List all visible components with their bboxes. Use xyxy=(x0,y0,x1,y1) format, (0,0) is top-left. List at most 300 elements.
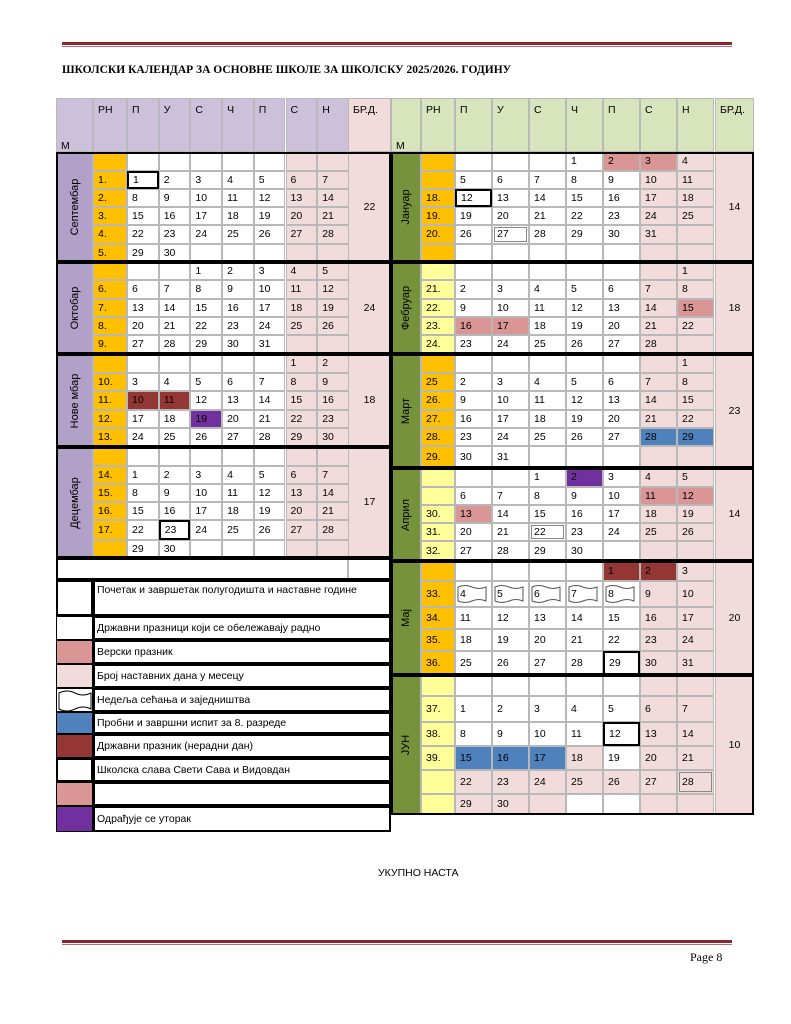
left-day-cell: 14 xyxy=(159,299,191,317)
right-day-cell: 23 xyxy=(640,629,677,651)
right-day-cell: 25 xyxy=(529,428,566,446)
right-month-label: ЈУН xyxy=(400,734,412,756)
right-week-number: 37. xyxy=(421,696,455,722)
right-day-cell: 20 xyxy=(603,317,640,335)
right-month-label: Јануар xyxy=(400,189,412,225)
right-day-cell: 19 xyxy=(492,629,529,651)
left-day-cell: 1 xyxy=(127,466,159,484)
right-day-cell: 5 xyxy=(566,280,603,299)
right-day-cell: 26 xyxy=(603,770,640,794)
left-day-cell: 31 xyxy=(254,335,286,354)
right-week-number: 19. xyxy=(421,207,455,225)
month-total-value: 24 xyxy=(363,301,376,314)
legend-swatch xyxy=(56,758,93,782)
right-day-cell xyxy=(677,446,714,468)
legend-text: Недеља сећања и заједништва xyxy=(97,694,251,706)
right-header-day: С xyxy=(640,98,677,152)
left-day-cell: 12 xyxy=(190,391,222,410)
right-header-m: М xyxy=(391,98,421,152)
bottom-rule xyxy=(62,940,732,943)
left-day-cell: 23 xyxy=(159,520,191,540)
legend-frame xyxy=(93,782,391,806)
total-row-label xyxy=(56,558,348,580)
right-day-cell: 19 xyxy=(677,505,714,523)
left-header-day: Н xyxy=(317,98,349,152)
right-day-cell: 6 xyxy=(640,696,677,722)
right-day-cell: 3 xyxy=(492,373,529,391)
right-day-cell xyxy=(566,262,603,280)
right-day-cell: 17 xyxy=(529,746,566,770)
left-day-cell: 15 xyxy=(286,391,318,410)
right-week-number xyxy=(421,487,455,505)
left-day-cell xyxy=(159,152,191,171)
right-week-number: 29. xyxy=(421,446,455,468)
right-day-cell xyxy=(677,541,714,561)
right-day-cell: 1 xyxy=(455,696,492,722)
left-day-cell: 4 xyxy=(286,262,318,280)
right-day-cell: 5 xyxy=(566,373,603,391)
legend-swatch xyxy=(56,712,93,734)
right-day-cell xyxy=(566,244,603,262)
right-day-cell xyxy=(566,675,603,696)
month-total-value: 20 xyxy=(728,611,741,624)
right-day-cell xyxy=(640,262,677,280)
right-day-cell: 6 xyxy=(603,280,640,299)
left-day-cell: 24 xyxy=(190,520,222,540)
month-total-value: 18 xyxy=(363,394,376,407)
right-day-cell: 25 xyxy=(529,335,566,354)
left-day-cell: 5 xyxy=(317,262,349,280)
month-total-value: 22 xyxy=(363,200,376,213)
left-day-cell: 7 xyxy=(254,373,286,391)
right-day-cell: 31 xyxy=(492,446,529,468)
left-day-cell: 29 xyxy=(286,428,318,447)
left-day-cell: 13 xyxy=(127,299,159,317)
right-day-cell: 11 xyxy=(529,299,566,317)
right-day-cell: 6 xyxy=(492,171,529,189)
right-day-cell: 21 xyxy=(492,523,529,541)
right-day-cell: 17 xyxy=(492,317,529,335)
right-day-cell xyxy=(603,354,640,373)
right-day-cell: 20 xyxy=(640,746,677,770)
right-day-cell: 6 xyxy=(529,581,566,607)
right-day-cell: 2 xyxy=(566,468,603,487)
month-total-value: 23 xyxy=(728,404,741,417)
right-day-cell: 23 xyxy=(455,335,492,354)
left-day-cell: 1 xyxy=(286,354,318,373)
left-day-cell: 11 xyxy=(222,189,254,207)
right-day-cell xyxy=(492,468,529,487)
right-day-cell xyxy=(677,225,714,244)
left-day-cell: 6 xyxy=(127,280,159,299)
right-day-cell xyxy=(492,561,529,581)
right-day-cell: 22 xyxy=(603,629,640,651)
left-day-cell: 8 xyxy=(127,189,159,207)
left-day-cell xyxy=(317,152,349,171)
left-week-number: 4. xyxy=(93,225,127,244)
left-day-cell: 20 xyxy=(286,207,318,225)
left-day-cell: 23 xyxy=(222,317,254,335)
right-day-cell xyxy=(603,446,640,468)
right-day-cell: 2 xyxy=(455,373,492,391)
flag-icon xyxy=(568,584,598,609)
right-day-cell xyxy=(492,262,529,280)
right-week-number xyxy=(421,770,455,794)
right-day-cell: 29 xyxy=(455,794,492,815)
left-day-cell: 1 xyxy=(190,262,222,280)
left-week-number: 2. xyxy=(93,189,127,207)
left-day-cell: 22 xyxy=(286,410,318,428)
left-day-cell: 3 xyxy=(190,171,222,189)
right-day-cell: 12 xyxy=(566,299,603,317)
left-day-cell xyxy=(190,447,222,466)
right-week-number: 24. xyxy=(421,335,455,354)
left-day-cell xyxy=(254,152,286,171)
left-day-cell: 2 xyxy=(317,354,349,373)
left-day-cell: 18 xyxy=(222,207,254,225)
right-day-cell: 12 xyxy=(677,487,714,505)
left-day-cell: 16 xyxy=(159,207,191,225)
right-week-number: 39. xyxy=(421,746,455,770)
left-day-cell: 7 xyxy=(317,171,349,189)
left-week-number: 16. xyxy=(93,502,127,520)
right-day-cell: 14 xyxy=(492,505,529,523)
left-day-cell: 10 xyxy=(190,484,222,502)
left-day-cell: 10 xyxy=(190,189,222,207)
left-day-cell: 13 xyxy=(222,391,254,410)
right-day-cell: 2 xyxy=(603,152,640,171)
right-day-cell: 10 xyxy=(529,722,566,746)
left-day-cell xyxy=(286,447,318,466)
left-week-number: 14. xyxy=(93,466,127,484)
right-day-cell: 12 xyxy=(492,607,529,629)
left-day-cell: 28 xyxy=(317,225,349,244)
right-day-cell: 15 xyxy=(566,189,603,207)
left-week-number: 17. xyxy=(93,520,127,540)
right-week-number: 26. xyxy=(421,391,455,410)
left-week-number: 15. xyxy=(93,484,127,502)
left-day-cell: 12 xyxy=(317,280,349,299)
right-day-cell: 15 xyxy=(603,607,640,629)
right-day-cell: 5 xyxy=(603,696,640,722)
right-day-cell: 23 xyxy=(455,428,492,446)
left-week-number: 1. xyxy=(93,171,127,189)
right-day-cell: 11 xyxy=(455,607,492,629)
right-week-number: 30. xyxy=(421,505,455,523)
right-day-cell: 4 xyxy=(566,696,603,722)
left-day-cell: 12 xyxy=(254,484,286,502)
left-month-label: Нове мбар xyxy=(68,373,81,428)
right-day-cell xyxy=(640,675,677,696)
right-day-cell: 28 xyxy=(492,541,529,561)
legend-text: Државни празници који се обележавају радно xyxy=(97,622,321,634)
right-month-label: Април xyxy=(400,498,412,531)
right-day-cell: 26 xyxy=(455,225,492,244)
right-day-cell: 4 xyxy=(455,581,492,607)
left-week-number xyxy=(93,354,127,373)
right-day-cell xyxy=(455,152,492,171)
left-week-number: 5. xyxy=(93,244,127,262)
right-day-cell: 13 xyxy=(603,299,640,317)
right-month-total xyxy=(715,354,754,468)
left-day-cell xyxy=(286,540,318,558)
right-day-cell: 11 xyxy=(677,171,714,189)
right-day-cell: 27 xyxy=(603,428,640,446)
left-header-day: С xyxy=(190,98,222,152)
right-day-cell: 8 xyxy=(455,722,492,746)
right-day-cell: 6 xyxy=(455,487,492,505)
left-day-cell xyxy=(190,540,222,558)
right-day-cell: 27 xyxy=(455,541,492,561)
right-day-cell: 15 xyxy=(677,391,714,410)
right-day-cell: 20 xyxy=(603,410,640,428)
left-day-cell: 4 xyxy=(222,171,254,189)
flag-icon xyxy=(605,584,635,609)
right-day-cell xyxy=(566,446,603,468)
right-day-cell: 15 xyxy=(677,299,714,317)
left-day-cell: 26 xyxy=(317,317,349,335)
right-day-cell: 24 xyxy=(492,428,529,446)
right-day-cell: 29 xyxy=(566,225,603,244)
right-day-cell: 4 xyxy=(529,280,566,299)
right-day-cell: 1 xyxy=(603,561,640,581)
right-day-cell xyxy=(566,794,603,815)
left-day-cell: 11 xyxy=(222,484,254,502)
flag-icon xyxy=(57,689,94,713)
right-day-cell: 3 xyxy=(492,280,529,299)
left-day-cell: 27 xyxy=(286,520,318,540)
top-rule xyxy=(62,42,732,45)
left-day-cell: 7 xyxy=(159,280,191,299)
legend-swatch xyxy=(56,664,93,688)
right-day-cell: 25 xyxy=(640,523,677,541)
right-day-cell xyxy=(677,335,714,354)
legend-swatch xyxy=(56,782,93,806)
right-day-cell: 1 xyxy=(566,152,603,171)
right-day-cell: 16 xyxy=(603,189,640,207)
right-day-cell: 17 xyxy=(603,505,640,523)
right-day-cell: 16 xyxy=(455,317,492,335)
right-day-cell: 24 xyxy=(677,629,714,651)
right-day-cell xyxy=(455,561,492,581)
right-week-number xyxy=(421,152,455,171)
right-week-number: 31. xyxy=(421,523,455,541)
left-week-number: 10. xyxy=(93,373,127,391)
right-day-cell: 30 xyxy=(603,225,640,244)
right-day-cell xyxy=(677,675,714,696)
left-day-cell: 24 xyxy=(190,225,222,244)
right-day-cell: 8 xyxy=(677,373,714,391)
left-day-cell: 16 xyxy=(222,299,254,317)
left-day-cell: 5 xyxy=(190,373,222,391)
left-day-cell xyxy=(317,447,349,466)
left-day-cell: 25 xyxy=(222,225,254,244)
legend-text: Школска слава Свети Сава и Видовдан xyxy=(97,764,291,776)
right-day-cell xyxy=(529,561,566,581)
left-day-cell: 21 xyxy=(254,410,286,428)
right-day-cell: 12 xyxy=(455,189,492,207)
right-day-cell: 20 xyxy=(529,629,566,651)
right-day-cell xyxy=(640,446,677,468)
left-day-cell: 21 xyxy=(159,317,191,335)
right-day-cell xyxy=(455,354,492,373)
left-day-cell: 28 xyxy=(159,335,191,354)
right-month-label: Март xyxy=(400,397,412,425)
right-day-cell xyxy=(603,675,640,696)
right-week-number xyxy=(421,468,455,487)
right-day-cell: 29 xyxy=(677,428,714,446)
left-day-cell: 3 xyxy=(127,373,159,391)
left-day-cell: 15 xyxy=(127,502,159,520)
left-day-cell: 30 xyxy=(159,540,191,558)
right-day-cell: 18 xyxy=(566,746,603,770)
left-week-number xyxy=(93,152,127,171)
right-day-cell xyxy=(529,446,566,468)
right-day-cell: 5 xyxy=(455,171,492,189)
right-day-cell: 2 xyxy=(455,280,492,299)
right-day-cell: 26 xyxy=(566,335,603,354)
right-month-total xyxy=(715,262,754,354)
left-day-cell xyxy=(286,152,318,171)
right-day-cell xyxy=(603,244,640,262)
right-day-cell xyxy=(603,262,640,280)
left-day-cell: 19 xyxy=(254,502,286,520)
right-header-day: Ч xyxy=(566,98,603,152)
right-day-cell: 30 xyxy=(566,541,603,561)
right-month-total xyxy=(715,152,754,262)
left-day-cell: 1 xyxy=(127,171,159,189)
right-day-cell: 27 xyxy=(603,335,640,354)
left-day-cell: 3 xyxy=(190,466,222,484)
right-day-cell: 11 xyxy=(529,391,566,410)
left-header-day: С xyxy=(286,98,318,152)
right-day-cell: 31 xyxy=(677,651,714,675)
right-day-cell xyxy=(603,541,640,561)
left-month-label: Децембар xyxy=(68,476,81,529)
month-total-value: 14 xyxy=(728,200,741,213)
right-day-cell: 17 xyxy=(677,607,714,629)
right-day-cell xyxy=(677,794,714,815)
right-day-cell xyxy=(603,794,640,815)
right-day-cell: 27 xyxy=(640,770,677,794)
left-day-cell xyxy=(286,335,318,354)
left-day-cell: 20 xyxy=(127,317,159,335)
right-week-number: 36. xyxy=(421,651,455,675)
right-header-br: БР.Д. xyxy=(715,98,754,152)
left-day-cell xyxy=(254,354,286,373)
right-day-cell: 9 xyxy=(455,299,492,317)
right-day-cell xyxy=(677,244,714,262)
right-day-cell: 8 xyxy=(566,171,603,189)
right-day-cell: 29 xyxy=(529,541,566,561)
left-day-cell xyxy=(317,244,349,262)
right-day-cell: 21 xyxy=(566,629,603,651)
left-day-cell: 25 xyxy=(222,520,254,540)
left-day-cell: 12 xyxy=(254,189,286,207)
left-day-cell: 5 xyxy=(254,466,286,484)
right-day-cell: 11 xyxy=(566,722,603,746)
left-day-cell: 4 xyxy=(159,373,191,391)
right-day-cell: 14 xyxy=(529,189,566,207)
left-day-cell: 27 xyxy=(222,428,254,447)
right-day-cell: 28 xyxy=(529,225,566,244)
left-day-cell xyxy=(254,244,286,262)
right-week-number xyxy=(421,794,455,815)
legend-text: Почетак и завршетак полугодишта и наставне године xyxy=(97,584,357,596)
right-day-cell: 22 xyxy=(677,410,714,428)
right-day-cell: 13 xyxy=(529,607,566,629)
left-week-number: 8. xyxy=(93,317,127,335)
right-day-cell: 12 xyxy=(603,722,640,746)
left-month-total xyxy=(348,447,391,558)
flag-icon xyxy=(457,584,487,609)
right-day-cell xyxy=(529,244,566,262)
left-day-cell: 6 xyxy=(286,171,318,189)
right-day-cell: 25 xyxy=(455,651,492,675)
right-day-cell xyxy=(455,675,492,696)
right-day-cell: 18 xyxy=(529,317,566,335)
right-day-cell: 19 xyxy=(455,207,492,225)
left-day-cell xyxy=(159,354,191,373)
left-day-cell xyxy=(159,447,191,466)
right-day-cell: 14 xyxy=(640,299,677,317)
left-day-cell: 29 xyxy=(127,540,159,558)
right-week-number: 34. xyxy=(421,607,455,629)
right-day-cell: 28 xyxy=(640,428,677,446)
right-day-cell: 26 xyxy=(677,523,714,541)
right-day-cell: 22 xyxy=(529,523,566,541)
total-row-value xyxy=(348,558,391,580)
right-day-cell xyxy=(455,244,492,262)
right-week-number: 27. xyxy=(421,410,455,428)
right-day-cell: 10 xyxy=(492,299,529,317)
left-day-cell: 4 xyxy=(222,466,254,484)
right-day-cell: 16 xyxy=(566,505,603,523)
right-day-cell: 17 xyxy=(492,410,529,428)
right-day-cell: 3 xyxy=(640,152,677,171)
left-day-cell: 2 xyxy=(159,171,191,189)
legend-swatch xyxy=(56,616,93,640)
right-day-cell: 11 xyxy=(640,487,677,505)
left-day-cell: 26 xyxy=(254,225,286,244)
left-day-cell: 9 xyxy=(159,189,191,207)
left-month-label: Октобар xyxy=(68,286,81,330)
right-day-cell: 23 xyxy=(566,523,603,541)
right-day-cell: 17 xyxy=(640,189,677,207)
right-day-cell: 21 xyxy=(529,207,566,225)
right-week-number xyxy=(421,561,455,581)
left-week-number xyxy=(93,540,127,558)
right-week-number: 21. xyxy=(421,280,455,299)
right-day-cell: 7 xyxy=(640,373,677,391)
total-note: УКУПНО НАСТА xyxy=(378,867,459,879)
flag-icon xyxy=(494,584,524,609)
right-day-cell: 26 xyxy=(566,428,603,446)
right-day-cell: 16 xyxy=(492,746,529,770)
left-day-cell xyxy=(190,354,222,373)
left-week-number xyxy=(93,262,127,280)
left-day-cell: 3 xyxy=(254,262,286,280)
right-month-total xyxy=(715,675,754,815)
right-day-cell xyxy=(640,354,677,373)
legend-text: Број наставних дана у месецу xyxy=(97,670,244,682)
right-header-day: П xyxy=(603,98,640,152)
left-day-cell: 17 xyxy=(127,410,159,428)
left-day-cell: 13 xyxy=(286,189,318,207)
right-day-cell: 24 xyxy=(603,523,640,541)
right-day-cell: 9 xyxy=(640,581,677,607)
left-day-cell: 16 xyxy=(317,391,349,410)
